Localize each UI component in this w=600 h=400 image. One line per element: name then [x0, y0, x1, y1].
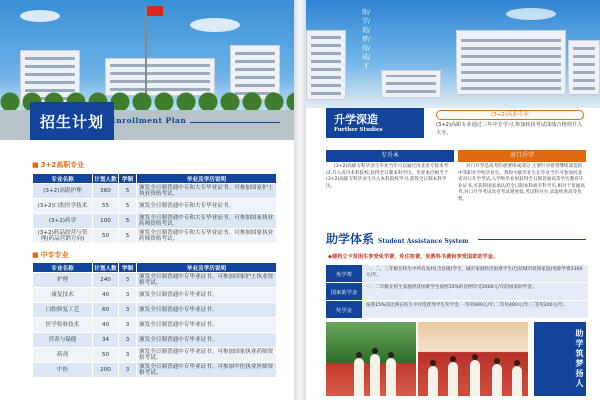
- title-cn: 升学深造: [334, 113, 378, 126]
- cell-name: 药剂: [33, 348, 93, 363]
- flag-icon: [147, 6, 163, 16]
- assist-label: 免学费: [326, 265, 362, 282]
- cell-count: 50: [93, 229, 119, 244]
- section-3plus2: ■ 3+2高职专业: [32, 161, 85, 169]
- assist-text: 按照15%的比例在校生中评选优秀学生奖学金,一等奖600元/年;二等奖400元/年;三等奖200元/年。: [362, 301, 588, 318]
- page-gutter: [294, 0, 306, 400]
- col-header: 专业名称: [33, 174, 93, 184]
- cell-desc: 颁发全日制普通中专毕业证书。可参加国家护士执业资格考试。: [137, 273, 277, 288]
- cell-name: (3+2)药品经营与管理(药品营销方向): [33, 229, 93, 244]
- bullet-icon: ■: [32, 161, 39, 169]
- table-row: [33, 229, 277, 244]
- cell-desc: 颁发全日制普通中专毕业证书。: [137, 303, 277, 318]
- assist-text: 一、二、三年级在校生中所有农村(含县镇)学生、城市家庭经济困难学生(包括城市低保家庭)免除学费2300元/年。: [362, 265, 588, 282]
- cell-years: 5: [119, 214, 137, 229]
- cell-count: 100: [93, 214, 119, 229]
- table-row: [33, 199, 277, 214]
- cell-years: 5: [119, 199, 137, 214]
- program-badge: (3+2)高职专业: [436, 110, 584, 120]
- cell-years: 5: [119, 184, 137, 199]
- cell-name: 口腔修复工艺: [33, 303, 93, 318]
- cell-name: 护理: [33, 273, 93, 288]
- cell-name: 医学检验技术: [33, 318, 93, 333]
- cell-desc: 颁发全日制普通中专和大专毕业证书。可参加国家护士执业资格考试。: [137, 184, 277, 199]
- cell-years: 3: [119, 348, 137, 363]
- cell-count: 55: [93, 199, 119, 214]
- assist-row-scholarship: [326, 301, 588, 318]
- students-photo-1: [326, 322, 416, 396]
- cell-count: 60: [93, 303, 119, 318]
- cell-count: 40: [93, 318, 119, 333]
- title-cn: 招生计划: [40, 112, 105, 131]
- col-header: 毕业及学历说明: [137, 263, 277, 273]
- assistance-subtitle: ◆建档立卡贫困生享受免学费、免住宿费、免教科书费和享受国家助学金。: [328, 254, 498, 260]
- cell-years: 3: [119, 303, 137, 318]
- assist-row-tuition: [326, 265, 588, 282]
- cell-name: 中医: [33, 363, 93, 378]
- cell-years: 3: [119, 333, 137, 348]
- cell-years: 3: [119, 273, 137, 288]
- cell-years: 5: [119, 229, 137, 244]
- cell-desc: 颁发全日制普通中专和大专毕业证书。可参加国家执业药师资格考试。: [137, 229, 277, 244]
- bullet-icon: ■: [32, 251, 39, 259]
- title-divider: [190, 122, 280, 123]
- table-row: [33, 348, 277, 363]
- table-row: [33, 288, 277, 303]
- cell-count: 360: [93, 184, 119, 199]
- students-photo-2: [418, 322, 528, 396]
- cell-count: 34: [93, 333, 119, 348]
- program-intro: (3+2)高职专业通过三年中专学习,参加转段考试成绩合格则升入大专。: [436, 122, 583, 136]
- slogan-tag: 助学筑梦扬人: [534, 322, 586, 396]
- cell-count: 200: [93, 363, 119, 378]
- title-en: Further Studies: [334, 127, 383, 133]
- cell-desc: 颁发全日制普通中专和大专毕业证书。可参加国家执业药师资格考试。: [137, 214, 277, 229]
- title-en: Enrollment Plan: [110, 116, 187, 125]
- cell-name: (3+2)药学: [33, 214, 93, 229]
- cell-count: 50: [93, 348, 119, 363]
- section-secondary: ■ 中专专业: [32, 251, 69, 259]
- col-text-upgrade: (3+2)高职专科毕业生毕业当年可以通过河北省专接本考试,升入省内本科院校,获得全日制本科学历。毕业本层相当于(3+2)高职专科毕业生升入本科院校学习,获得全日制本科学历。: [326, 164, 449, 189]
- table-row: [33, 333, 277, 348]
- slogan-vertical: 助/学/追/梦/技/成/才: [361, 9, 371, 70]
- cell-name: (3+2)高职护理: [33, 184, 93, 199]
- cell-years: 3: [119, 288, 137, 303]
- col-header: 学制: [119, 263, 137, 273]
- table-row: [33, 214, 277, 229]
- enrollment-plan-page: [0, 0, 294, 400]
- cell-desc: 颁发全日制普通中专毕业证书。: [137, 318, 277, 333]
- assist-text: 一、二年级在校生家庭经济困难学生按照15%的比例享受2000元/年的国家助学金。: [362, 283, 588, 300]
- table-row: [33, 273, 277, 288]
- col-header: 计划人数: [93, 263, 119, 273]
- enrollment-title: [30, 102, 114, 140]
- cell-name: (3+2)口腔医学技术: [33, 199, 93, 214]
- cell-count: 240: [93, 273, 119, 288]
- col-header: 毕业及学历说明: [137, 174, 277, 184]
- flagpole: [145, 5, 147, 100]
- table-row: [33, 318, 277, 333]
- cell-name: 营养与保健: [33, 333, 93, 348]
- title-cn: 助学体系: [326, 232, 375, 246]
- assist-label: 国家助学金: [326, 283, 362, 300]
- table-secondary: [32, 262, 277, 378]
- table-row: [33, 184, 277, 199]
- assist-row-grant: [326, 283, 588, 300]
- further-studies-page: [306, 0, 600, 400]
- col-header: 专业名称: [33, 263, 93, 273]
- assistance-title: [326, 230, 469, 247]
- table-3plus2: [32, 173, 277, 244]
- col-text-counterpart: 对口升学是高考的重要组成部分,主要针对希望继续深造的中等职业学校毕业生。我校中职毕业生在毕业当年可参加河北省对口升学考试,入学和毕业时获得全日制普通高等学历教育毕业证书,可获得国家承认的全日制本科或专科学历,相对于普通高考,对口升学考试具有考试难度低,考试科目少,录取机率高等优势。: [458, 164, 585, 202]
- cell-desc: 颁发全日制普通中专和大专毕业证书。: [137, 199, 277, 214]
- col-header: 计划人数: [93, 174, 119, 184]
- cell-desc: 颁发全日制普通中专毕业证书。: [137, 333, 277, 348]
- cell-name: 康复技术: [33, 288, 93, 303]
- cell-desc: 颁发全日制普通中专毕业证书。可参加国家执业药师资格考试。: [137, 348, 277, 363]
- further-studies-title: [326, 108, 424, 138]
- col-head-upgrade: 专升本: [326, 150, 454, 162]
- assistance-divider: [478, 239, 586, 240]
- table-row: [33, 363, 277, 378]
- cell-desc: 颁发全日制普通中专毕业证书。: [137, 288, 277, 303]
- table-row: [33, 303, 277, 318]
- title-en: Student Assistance System: [378, 238, 469, 245]
- col-header: 学制: [119, 174, 137, 184]
- cell-count: 40: [93, 288, 119, 303]
- cell-years: 3: [119, 363, 137, 378]
- school-photo: [306, 0, 600, 108]
- cell-years: 3: [119, 318, 137, 333]
- col-head-counterpart: 对口升学: [458, 150, 586, 162]
- assist-label: 奖学金: [326, 301, 362, 318]
- cell-desc: 颁发全日制普通中专毕业证书。可参加中医执业医师资格考试。: [137, 363, 277, 378]
